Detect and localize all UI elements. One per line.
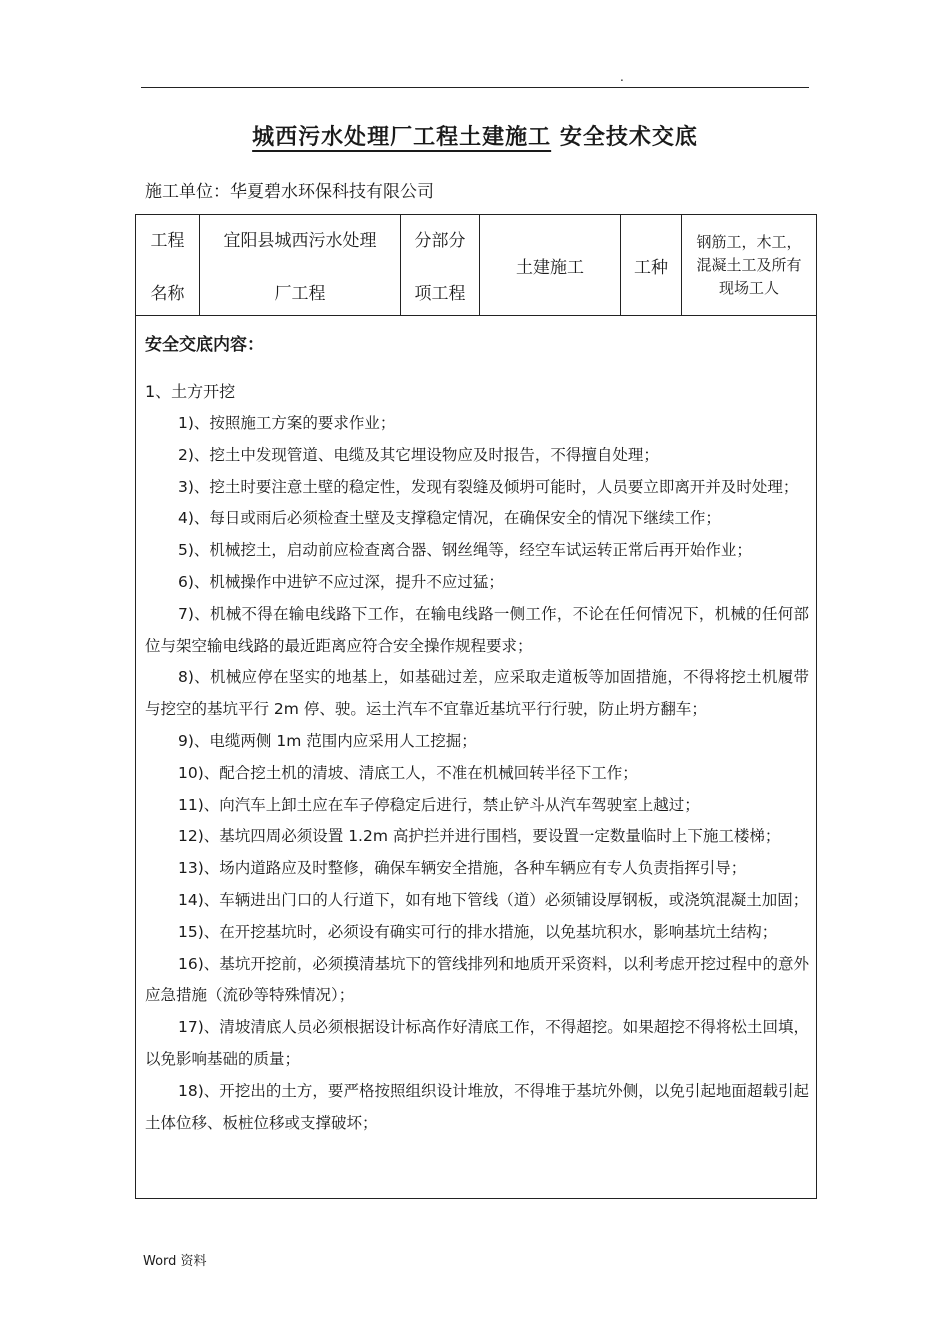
trade-value-1: 钢筋工，木工， (696, 232, 802, 251)
list-item: 15)、在开挖基坑时，必须设有确实可行的排水措施，以免基坑积水，影响基坑土结构； (178, 922, 778, 941)
list-item: 4)、每日或雨后必须检查土壁及支撑稳定情况，在确保安全的情况下继续工作； (178, 509, 721, 528)
project-info-table (135, 214, 817, 316)
content-heading: 安全交底内容： (145, 335, 264, 355)
list-item: 18)、开挖出的土方，要严格按照组织设计堆放，不得堆于基坑外侧，以免引起地面超载引起土体位移、板桩位移或支撑破坏； (145, 1081, 809, 1132)
header-rule (141, 87, 809, 88)
list-item: 17)、清坡清底人员必须根据设计标高作好清底工作，不得超挖。如果超挖不得将松土回填，以免影响基础的质量； (145, 1018, 809, 1068)
header-mark: . (620, 70, 624, 84)
project-label-2: 名称 (150, 284, 185, 304)
sub-label-1: 分部分 (414, 231, 466, 251)
project-name-label-cell (136, 215, 200, 316)
list-item: 7)、机械不得在输电线路下工作，在输电线路一侧工作，不论在任何情况下，机械的任何部位与架空输电线路的最近距离应符合安全操作规程要求； (145, 604, 809, 655)
sub-label-2: 项工程 (414, 284, 466, 304)
list-item: 8)、机械应停在坚实的地基上，如基础过差，应采取走道板等加固措施，不得将挖土机履带与挖空的基坑平行 2m 停、驶。运土汽车不宜靠近基坑平行行驶，防止坍方翻车； (145, 668, 809, 719)
list-item: 13)、场内道路应及时整修，确保车辆安全措施，各种车辆应有专人负责指挥引导； (178, 859, 747, 878)
item-list (145, 408, 809, 1139)
project-name-value-cell (200, 215, 401, 316)
list-item: 14)、车辆进出门口的人行道下，如有地下管线（道）必须铺设厚钢板，或浇筑混凝土加固； (178, 890, 809, 909)
list-item: 9)、电缆两侧 1m 范围内应采用人工挖掘； (178, 731, 477, 750)
list-item: 1)、按照施工方案的要求作业； (178, 414, 396, 432)
list-item: 2)、挖土中发现管道、电缆及其它埋设物应及时报告，不得擅自处理； (178, 445, 659, 464)
trade-label-cell: 工种 (621, 215, 682, 316)
list-item: 3)、挖土时要注意土壁的稳定性，发现有裂缝及倾坍可能时，人员要立即离开并及时处理； (178, 477, 799, 496)
project-info-row (136, 215, 817, 316)
unit-label: 施工单位： (145, 182, 230, 202)
trade-value-3: 现场工人 (718, 278, 779, 297)
sub-project-label-cell (401, 215, 480, 316)
safety-content-box (135, 314, 817, 1199)
title-rest: 安全技术交底 (559, 125, 698, 150)
project-value-2: 厂工程 (274, 284, 326, 304)
trade-value-cell (682, 215, 817, 316)
project-value-1: 宜阳县城西污水处理 (223, 231, 377, 251)
title-underlined: 城西污水处理厂工程土建施工 (252, 125, 552, 150)
list-item: 16)、基坑开挖前，必须摸清基坑下的管线排列和地质开采资料，以利考虑开挖过程中的意外应急措施（流砂等特殊情况）； (145, 954, 809, 1005)
section-title: 1、土方开挖 (145, 382, 236, 401)
list-item: 11)、向汽车上卸土应在车子停稳定后进行，禁止铲斗从汽车驾驶室上越过； (178, 795, 700, 814)
list-item: 5)、机械挖土，启动前应检查离合器、钢丝绳等，经空车试运转正常后再开始作业； (178, 541, 752, 560)
page-title (0, 120, 950, 151)
trade-value-2: 混凝土工及所有 (696, 255, 802, 274)
list-item: 12)、基坑四周必须设置 1.2m 高护拦并进行围档，要设置一定数量临时上下施工楼梯； (178, 827, 781, 846)
unit-value: 华夏碧水环保科技有限公司 (230, 182, 434, 202)
sub-project-value-cell: 土建施工 (480, 215, 621, 316)
footer-label: Word 资料 (143, 1254, 207, 1269)
project-label-1: 工程 (150, 231, 185, 251)
construction-unit (145, 177, 434, 202)
list-item: 10)、配合挖土机的清坡、清底工人，不准在机械回转半径下工作； (178, 763, 638, 782)
list-item: 6)、机械操作中进铲不应过深，提升不应过猛； (178, 572, 504, 591)
